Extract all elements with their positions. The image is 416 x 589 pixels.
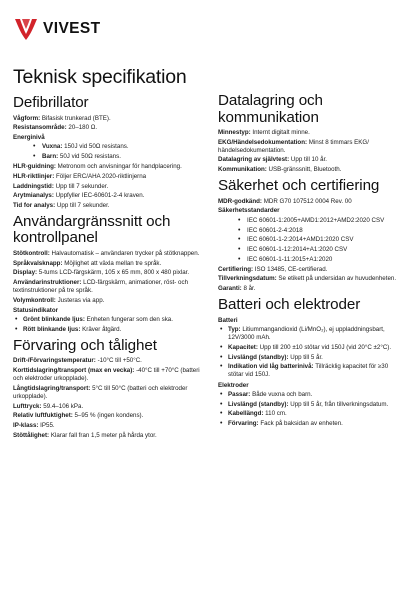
list-item: • IEC 60601-1:2005+AMD1:2012+AMD2:2020 CSV — [218, 217, 405, 225]
status-list — [13, 316, 208, 334]
spec-row: Språkvalsknapp: Möjlighet att växla mellan tre språk. — [13, 259, 162, 267]
section-title: Säkerhet och certifiering — [218, 177, 380, 195]
spec-row: Drift-/Förvaringstemperatur: -10°C till +50°C. — [13, 357, 142, 365]
list-item: • Förvaring: Fack på baksidan av enheten. — [218, 420, 405, 428]
list-item: • Grönt blinkande ljus: Enheten fungerar som den ska. — [13, 316, 208, 324]
spec-row: Korttidslagring/transport (max en vecka): -40°C till +70°C (batteri och elektroder urkopplade). — [13, 366, 200, 383]
subheading: Energinivå — [13, 133, 45, 141]
spec-row: Tillverkningsdatum: Se etikett på undersidan av huvudenheten. — [218, 275, 397, 283]
left-column — [13, 95, 208, 444]
spec-row: MDR-godkänd: MDR G70 107512 0004 Rev. 00 — [218, 197, 352, 205]
spec-row: EKG/Händelsedokumentation: Minst 8 timmars EKG/ händelsedokumentation. — [218, 138, 369, 154]
spec-row: Kommunikation: USB-gränssnitt, Bluetooth. — [218, 166, 342, 174]
list-item: • IEC 60601-1-2:2014+AMD1:2020 CSV — [218, 236, 405, 244]
spec-row: Display: 5-tums LCD-färgskärm, 105 x 65 mm, 800 x 480 pixlar. — [13, 269, 190, 277]
list-item: • IEC 60601-1-12:2014+A1:2020 CSV — [218, 246, 405, 254]
vivest-logo-icon — [13, 16, 39, 42]
subheading: Statusindikator — [13, 306, 59, 314]
spec-row: Garanti: 8 år. — [218, 285, 256, 293]
electrodes-list — [218, 391, 405, 428]
subheading: Elektroder — [218, 381, 249, 389]
section-battery — [218, 297, 405, 428]
spec-row: Minnestyp: Internt digitalt minne. — [218, 129, 310, 136]
spec-row: Långtidslagring/transport: 5°C till 50°C (batteri och elektroder urkopplade). — [13, 384, 188, 400]
list-item: • IEC 60601-2-4:2018 — [218, 227, 405, 235]
section-title: Defibrillator — [13, 94, 89, 111]
subheading: Batteri — [218, 316, 238, 324]
list-item: • Indikation vid låg batterinivå: Tillräcklig kapacitet för ≥30 stötar vid 150J. — [218, 363, 405, 379]
spec-row: Laddningstid: Upp till 7 sekunder. — [13, 182, 109, 190]
section-data-storage — [218, 93, 405, 174]
spec-row: Resistansområde: 20–180 Ω. — [13, 124, 98, 132]
standards-list — [218, 217, 405, 264]
section-title: Förvaring och tålighet — [13, 336, 157, 354]
spec-row: Tid for analys: Upp till 7 sekunder. — [13, 201, 110, 209]
list-item: • IEC 60601-1-11:2015+A1:2020 — [218, 256, 405, 264]
spec-row: Stöttålighet: Klarar fall fran 1,5 meter på hårda ytor. — [13, 431, 157, 439]
subheading: Säkerhetsstandarder — [218, 207, 280, 215]
section-defibrillator — [13, 95, 208, 210]
spec-row: Lufttryck: 59.4–106 kPa. — [13, 402, 84, 410]
spec-row: HLR-riktlinjer: Följer ERC/AHA 2020-riktlinjerna — [13, 172, 147, 180]
spec-row: Användarinstruktioner: LCD-färgskärm, animationer, röst- och textinstruktioner på tre språk. — [13, 279, 189, 295]
section-user-interface — [13, 214, 208, 334]
list-item: • Livslängd (standby): Upp till 5 år. — [218, 354, 405, 362]
list-item: • Kapacitet: Upp till 200 ±10 stötar vid 150J (vid 20°C ±2°C). — [218, 344, 405, 352]
spec-row: Volymkontroll: Justeras via app. — [13, 296, 105, 304]
list-item: • Vuxna: 150J vid 50Ω resistans. — [13, 143, 208, 151]
energy-list — [13, 143, 208, 161]
spec-row: Certifiering: ISO 13485, CE-certifierad. — [218, 265, 328, 273]
list-item: • Kabellängd: 110 cm. — [218, 410, 405, 418]
section-title: Datalagring och kommunikation — [218, 92, 323, 126]
section-safety — [218, 178, 405, 293]
list-item: • Livslängd (standby): Upp till 5 år, från tillverkningsdatum. — [218, 401, 405, 409]
list-item: • Passar: Både vuxna och barn. — [218, 391, 405, 399]
list-item: • Rött blinkande ljus: Kräver åtgärd. — [13, 326, 208, 334]
list-item: • Barn: 50J vid 50Ω resistans. — [13, 153, 208, 161]
page-title: Teknisk specifikation — [13, 66, 187, 88]
spec-row: Vågform: Bifasisk trunkerad (BTE). — [13, 114, 111, 122]
brand — [13, 16, 101, 42]
brand-name: VIVEST — [43, 20, 101, 37]
spec-row: Arytmianalys: Uppfyller IEC-60601-2-4 kraven. — [13, 192, 145, 200]
section-storage — [13, 338, 208, 440]
battery-list — [218, 326, 405, 379]
right-column — [218, 93, 405, 432]
spec-row: IP-klass: IP55. — [13, 421, 55, 429]
spec-row: HLR-guidning: Metronom och anvisningar för handplacering. — [13, 163, 182, 171]
section-title: Användargränssnitt och kontrollpanel — [13, 212, 171, 247]
section-title: Batteri och elektroder — [218, 296, 361, 314]
spec-row: Relativ luftfuktighet: 5–95 % (ingen kondens). — [13, 412, 144, 420]
spec-row: Stötkontroll: Halvautomatisk – användaren trycker på stötknappen. — [13, 249, 200, 257]
spec-row: Datalagring av självtest: Upp till 10 år. — [218, 156, 328, 164]
list-item: • Typ: Litiummangandioxid (Li/MnO₂), ej uppladdningsbart, 12V/3000 mAh. — [218, 326, 405, 342]
